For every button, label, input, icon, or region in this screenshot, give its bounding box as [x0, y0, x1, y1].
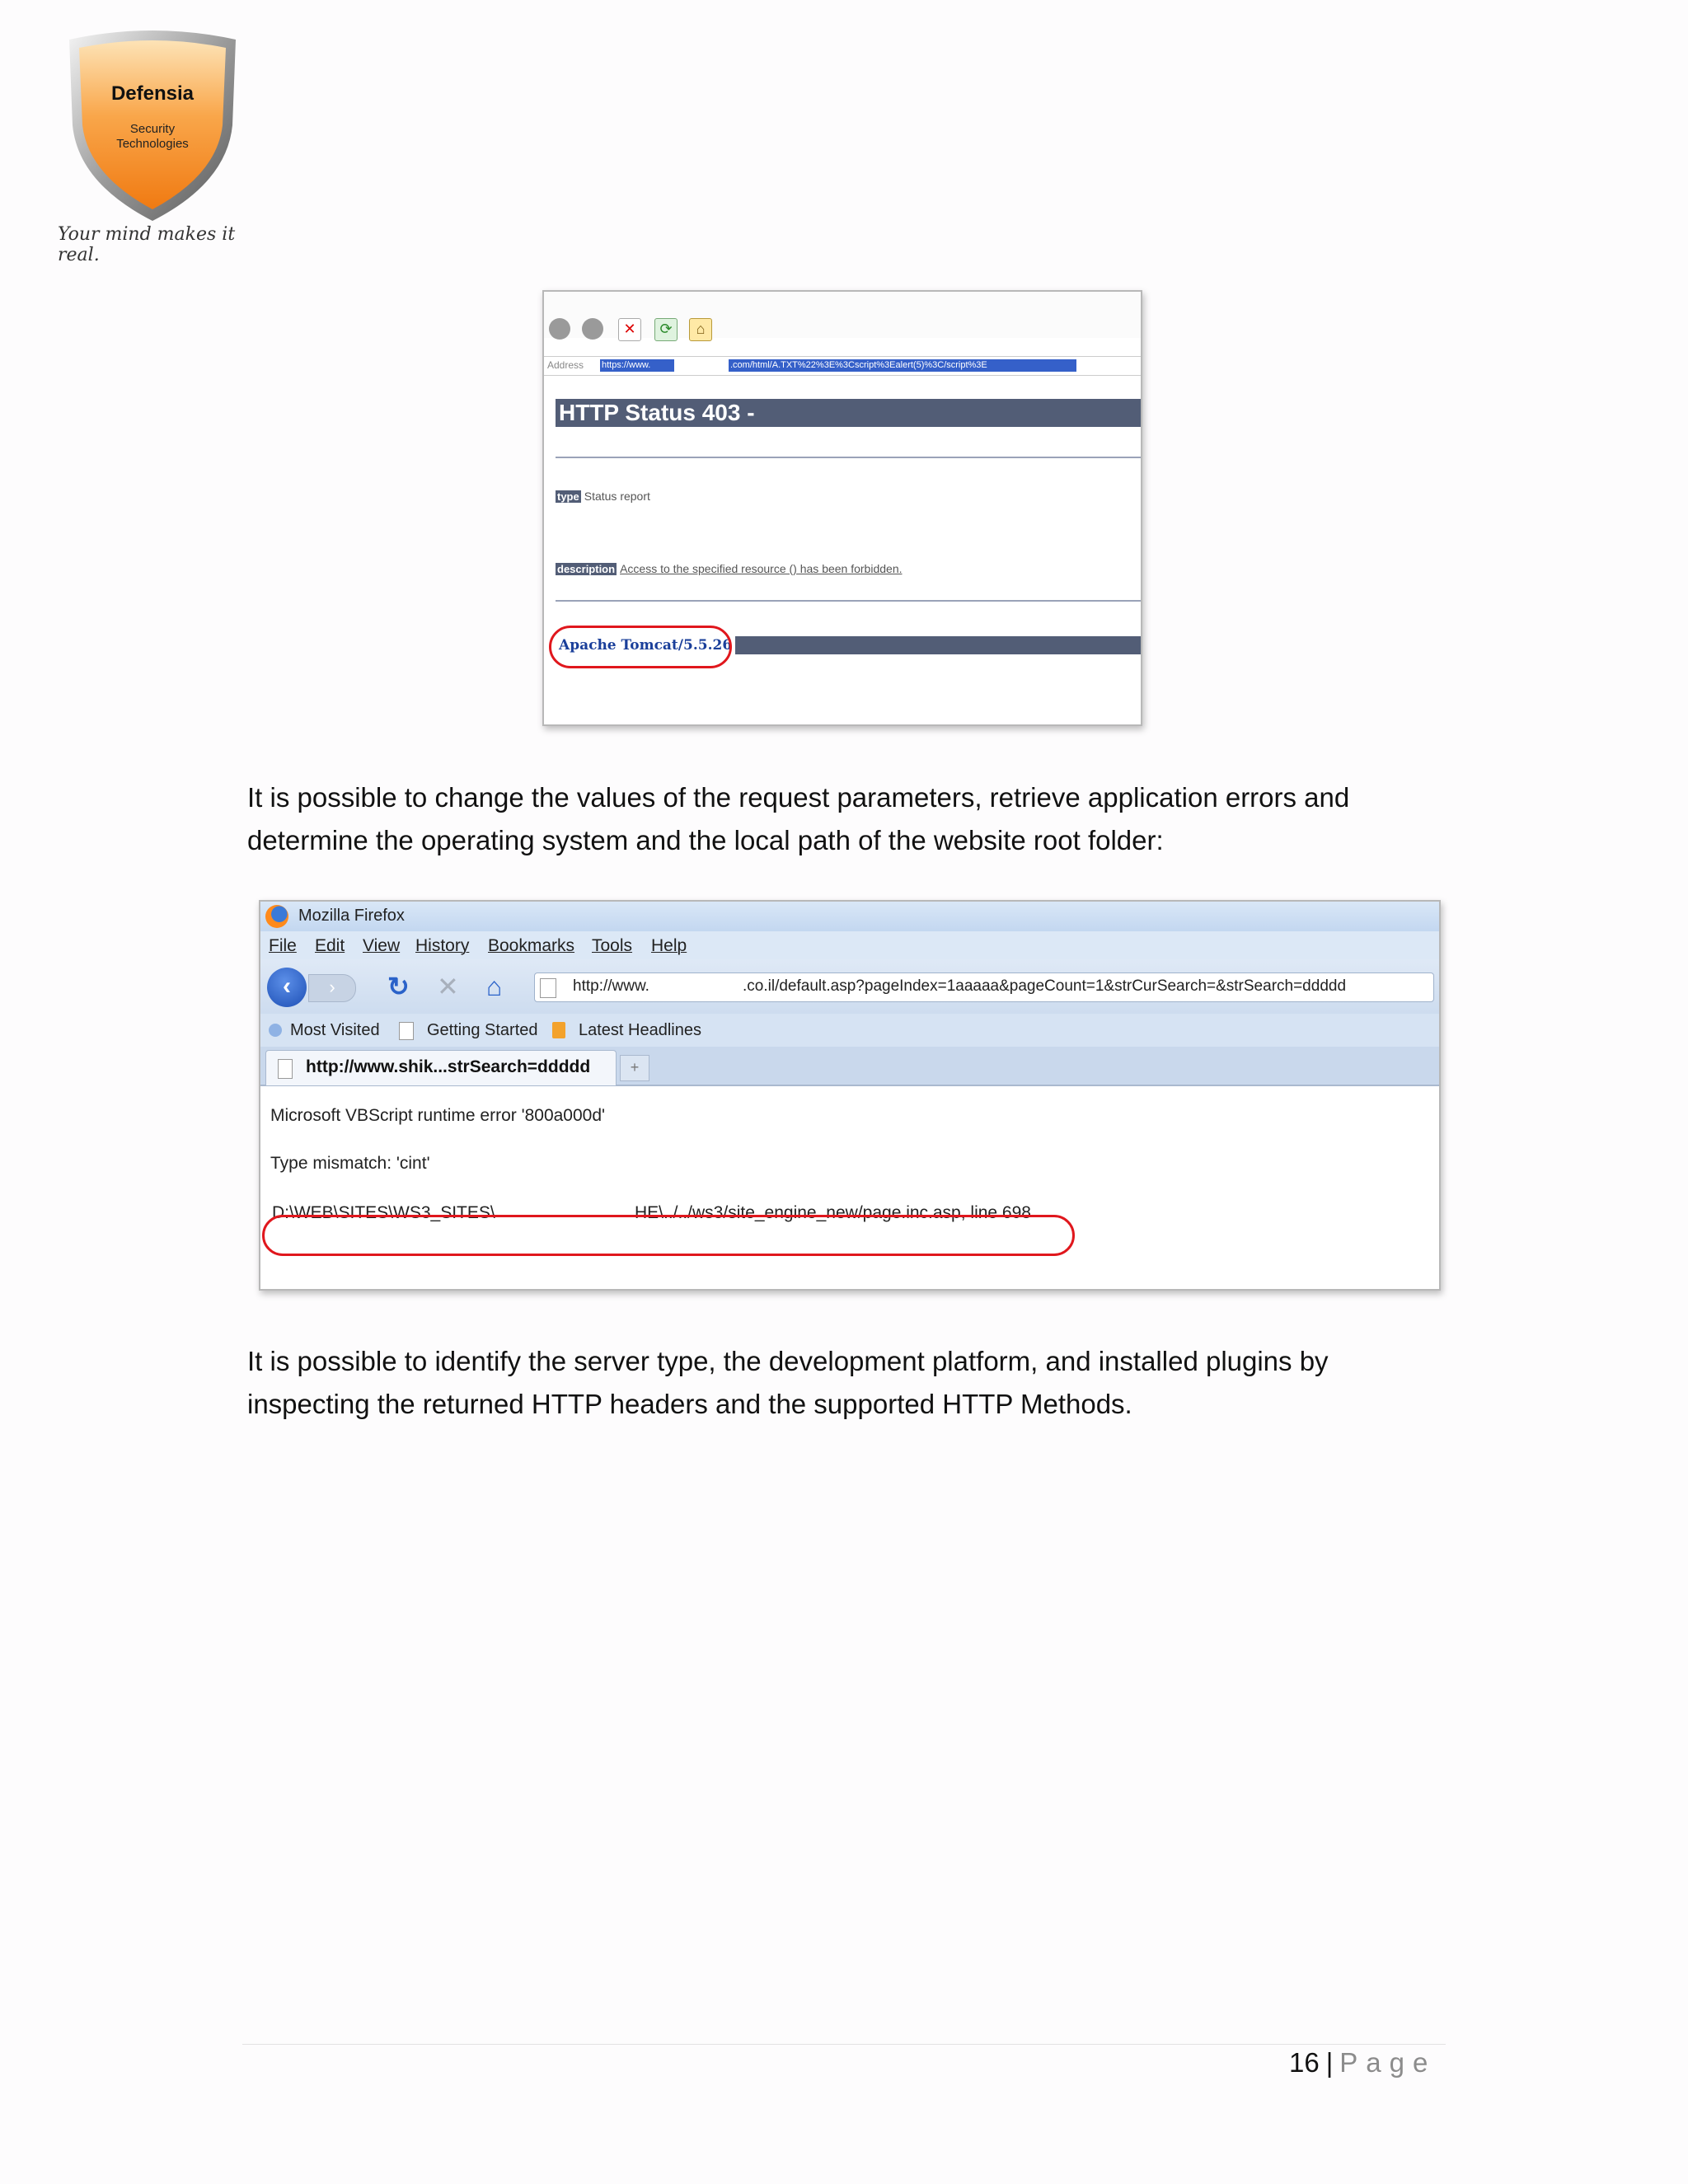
new-tab-plus-icon: +	[620, 1055, 649, 1081]
menu-item: Tools	[592, 936, 633, 955]
ie-toolbar	[544, 292, 1141, 338]
window-title: Mozilla Firefox	[298, 907, 405, 925]
description-label: description	[557, 563, 616, 575]
firefox-logo-icon	[265, 905, 288, 928]
browser-tab	[265, 1050, 617, 1085]
bookmark-item: Getting Started	[427, 1021, 538, 1039]
http-status-title: HTTP Status 403 -	[556, 399, 1142, 427]
back-icon	[549, 318, 570, 340]
page-icon	[399, 1022, 414, 1040]
divider	[556, 600, 1141, 602]
page-content	[260, 1086, 1439, 1289]
error-line-1: Microsoft VBScript runtime error '800a000d'	[270, 1106, 606, 1125]
footer-separator: |	[1325, 2047, 1334, 2078]
company-logo	[58, 26, 247, 257]
stop-icon: ✕	[437, 972, 459, 1001]
page-icon	[278, 1059, 293, 1079]
menu-bar	[260, 931, 1439, 959]
back-arrow-icon: ‹	[267, 968, 307, 1007]
menu-item: Bookmarks	[488, 936, 575, 955]
menu-item: View	[363, 936, 401, 955]
menu-item: File	[269, 936, 297, 955]
address-bar	[544, 356, 1141, 376]
bookmark-item: Most Visited	[290, 1021, 380, 1039]
error-path-part2: HE\../../ws3/site_engine_new/page.inc.asp, line 698	[635, 1203, 1031, 1222]
home-icon: ⌂	[689, 318, 712, 341]
logo-line2: Technologies	[116, 137, 189, 151]
tomcat-error-screenshot	[542, 290, 1142, 726]
reload-icon: ↻	[387, 972, 410, 1001]
url-part2: .com/html/A.TXT%22%3E%3Cscript%3Ealert(5)%3C/script%3E	[729, 359, 1076, 372]
highlight-circle	[549, 626, 732, 668]
rss-icon	[552, 1022, 565, 1038]
menu-item: Help	[651, 936, 687, 955]
url-part1: http://www.	[573, 977, 649, 995]
error-path-part1: D:\WEB\SITES\WS3_SITES\	[272, 1203, 495, 1222]
refresh-icon: ⟳	[654, 318, 678, 341]
logo-tagline: Your mind makes it real.	[58, 224, 236, 265]
type-row	[556, 490, 650, 503]
divider	[556, 457, 1141, 458]
bookmarks-toolbar	[260, 1014, 1439, 1047]
server-version: Apache Tomcat/5.5.26	[556, 636, 735, 654]
bookmark-item: Latest Headlines	[579, 1021, 701, 1039]
type-value: Status report	[584, 490, 650, 503]
page-number: 16	[1289, 2047, 1320, 2078]
type-label: type	[557, 490, 579, 503]
highlight-circle	[262, 1215, 1075, 1256]
forward-arrow-icon: ›	[308, 974, 356, 1002]
address-label: Address	[547, 359, 584, 371]
logo-name: Defensia	[110, 82, 195, 105]
navigation-bar	[260, 959, 1439, 1014]
stop-icon: ✕	[618, 318, 641, 341]
paragraph-1: It is possible to change the values of the request parameters, retrieve application errors and determine the operating system and the local path of the website root folder:	[247, 782, 1350, 855]
page-footer	[1289, 2047, 1436, 2079]
paragraph-2: It is possible to identify the server type, the development platform, and installed plugins by inspecting the returned HTTP headers and the supported HTTP Methods.	[247, 1346, 1329, 1419]
url-bar	[534, 972, 1434, 1002]
forward-icon	[582, 318, 603, 340]
menu-item: Edit	[315, 936, 345, 955]
page-label: Page	[1339, 2047, 1437, 2078]
url-part2: .co.il/default.asp?pageIndex=1aaaaa&pageCount=1&strCurSearch=&strSearch=ddddd	[743, 977, 1347, 995]
window-titlebar	[260, 902, 1439, 931]
logo-line1: Security	[129, 122, 176, 136]
most-visited-icon	[269, 1024, 282, 1037]
footer-divider	[242, 2044, 1446, 2045]
url-part1: https://www.	[600, 359, 674, 372]
home-icon: ⌂	[486, 972, 503, 1001]
tab-bar	[260, 1047, 1439, 1086]
menu-item: History	[415, 936, 470, 955]
error-line-2: Type mismatch: 'cint'	[270, 1154, 430, 1173]
tab-title: http://www.shik...strSearch=ddddd	[306, 1057, 591, 1076]
description-value: Access to the specified resource () has been forbidden.	[620, 562, 903, 575]
description-row	[556, 562, 903, 575]
firefox-error-screenshot	[259, 900, 1441, 1291]
page-icon	[540, 978, 556, 998]
